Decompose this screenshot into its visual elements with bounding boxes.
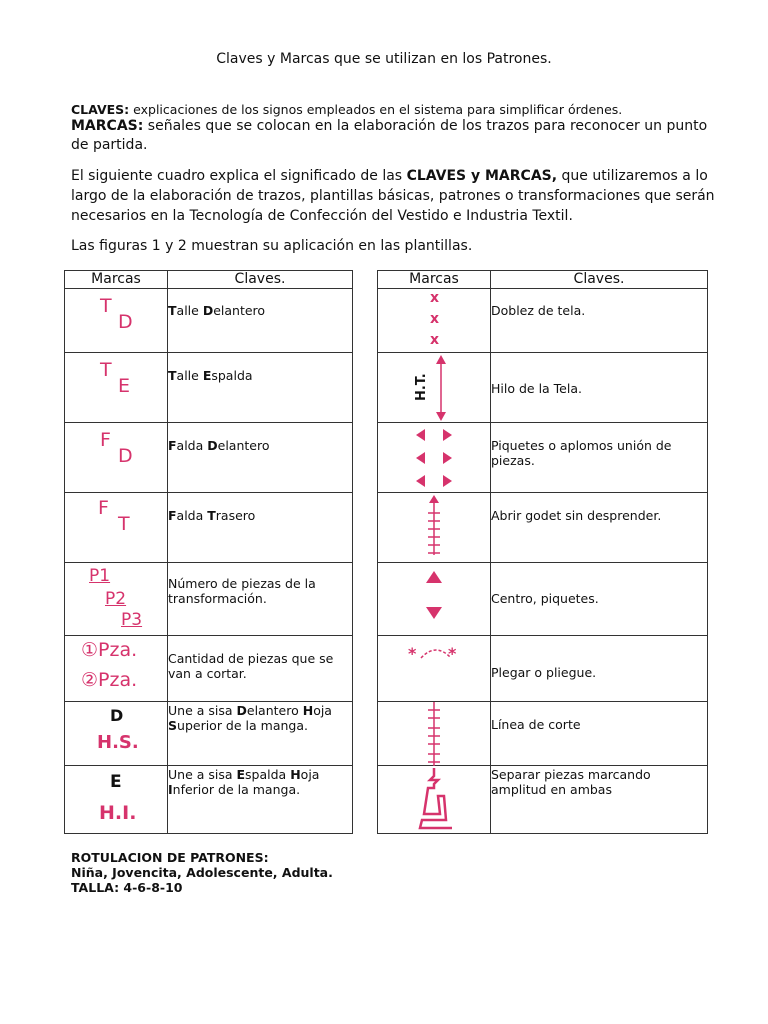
footer-line-2: Niña, Jovencita, Adolescente, Adulta. [71, 865, 333, 880]
clave-hoja-inferior: Une a sisa Espalda Hoja Inferior de la manga. [168, 766, 353, 834]
mark-letter: F [100, 429, 111, 451]
mark-pza-2: ②Pza. [81, 669, 138, 691]
mark-e: E [110, 772, 122, 792]
mark-letter: F [98, 497, 109, 519]
clave-pliegue: Plegar o pliegue. [491, 636, 708, 702]
intro-text-a: El siguiente cuadro explica el significado de las [71, 168, 407, 184]
marcas-definition [71, 117, 721, 155]
mark-letter: D [118, 445, 133, 467]
footer-rotulacion [71, 850, 333, 895]
clave-numero-piezas: Número de piezas de la transformación. [168, 563, 353, 636]
separate-pieces-icon [378, 766, 491, 834]
clave-godet: Abrir godet sin desprender. [491, 493, 708, 563]
mark-letter: T [118, 513, 130, 535]
pleat-arc-icon: * * [378, 636, 491, 702]
clave-hilo: Hilo de la Tela. [491, 353, 708, 423]
marcas-term: MARCAS: [71, 118, 144, 134]
mark-talle-espalda [65, 353, 168, 423]
mark-piece-1: P1 [89, 566, 111, 586]
notch-triangles-icon [378, 423, 491, 493]
clave-talle-delantero: Talle Delantero [168, 289, 353, 353]
header-claves-left: Claves. [168, 271, 353, 289]
clave-separar: Separar piezas marcando amplitud en ambas [491, 766, 708, 834]
mark-cantidad-piezas [65, 636, 168, 702]
double-arrow-icon: H.T. [378, 353, 491, 423]
mark-pza-1: ①Pza. [81, 639, 138, 661]
mark-hs: H.S. [97, 732, 139, 753]
footer-line-3: TALLA: 4-6-8-10 [71, 880, 183, 895]
center-triangles-icon [378, 563, 491, 636]
clave-talle-espalda: Talle Espalda [168, 353, 353, 423]
triple-x-icon: x x x [378, 289, 491, 353]
mark-letter: D [118, 311, 133, 333]
clave-cantidad-piezas: Cantidad de piezas que se van a cortar. [168, 636, 353, 702]
header-marcas-right: Marcas [378, 271, 491, 289]
clave-falda-trasero: Falda Trasero [168, 493, 353, 563]
claves-term: CLAVES: [71, 102, 130, 117]
footer-line-1: ROTULACION DE PATRONES: [71, 850, 269, 865]
mark-hoja-inferior [65, 766, 168, 834]
mark-letter: T [100, 295, 112, 317]
claves-definition [71, 102, 721, 118]
claves-def: explicaciones de los signos empleados en el sistema para simplificar órdenes. [129, 102, 623, 117]
mark-hoja-superior [65, 702, 168, 766]
mark-hi: H.I. [99, 802, 137, 824]
mark-letter: E [118, 375, 131, 397]
mark-piece-3: P3 [121, 610, 143, 630]
clave-doblez: Doblez de tela. [491, 289, 708, 353]
clave-centro: Centro, piquetes. [491, 563, 708, 636]
mark-falda-delantero [65, 423, 168, 493]
marcas-def: señales que se colocan en la elaboración de los trazos para reconocer un punto de partida. [71, 118, 708, 153]
header-claves-right: Claves. [491, 271, 708, 289]
clave-piquetes: Piquetes o aplomos unión de piezas. [491, 423, 708, 493]
mark-falda-trasero [65, 493, 168, 563]
mark-piece-2: P2 [105, 589, 127, 609]
right-table [377, 270, 708, 834]
mark-numero-piezas [65, 563, 168, 636]
clave-falda-delantero: Falda Delantero [168, 423, 353, 493]
mark-letter: T [100, 359, 112, 381]
figures-note: Las figuras 1 y 2 muestran su aplicación en las plantillas. [71, 238, 473, 254]
page-title: Claves y Marcas que se utilizan en los Patrones. [216, 51, 552, 67]
left-table [64, 270, 353, 834]
cut-line-icon [378, 702, 491, 766]
intro-text-c: que utilizaremos a lo largo de la elaboración de trazos, plantillas básicas, patrones o transformaciones que serán necesarios en la Tecnología de Confección del Vestido e Industria Textil. [71, 168, 715, 224]
header-marcas-left: Marcas [65, 271, 168, 289]
clave-hoja-superior: Une a sisa Delantero Hoja Superior de la manga. [168, 702, 353, 766]
clave-corte: Línea de corte [491, 702, 708, 766]
godet-line-icon [378, 493, 491, 563]
mark-talle-delantero [65, 289, 168, 353]
intro-text-b: CLAVES y MARCAS, [406, 168, 558, 184]
mark-d: D [110, 706, 124, 725]
intro-paragraph [71, 166, 721, 226]
